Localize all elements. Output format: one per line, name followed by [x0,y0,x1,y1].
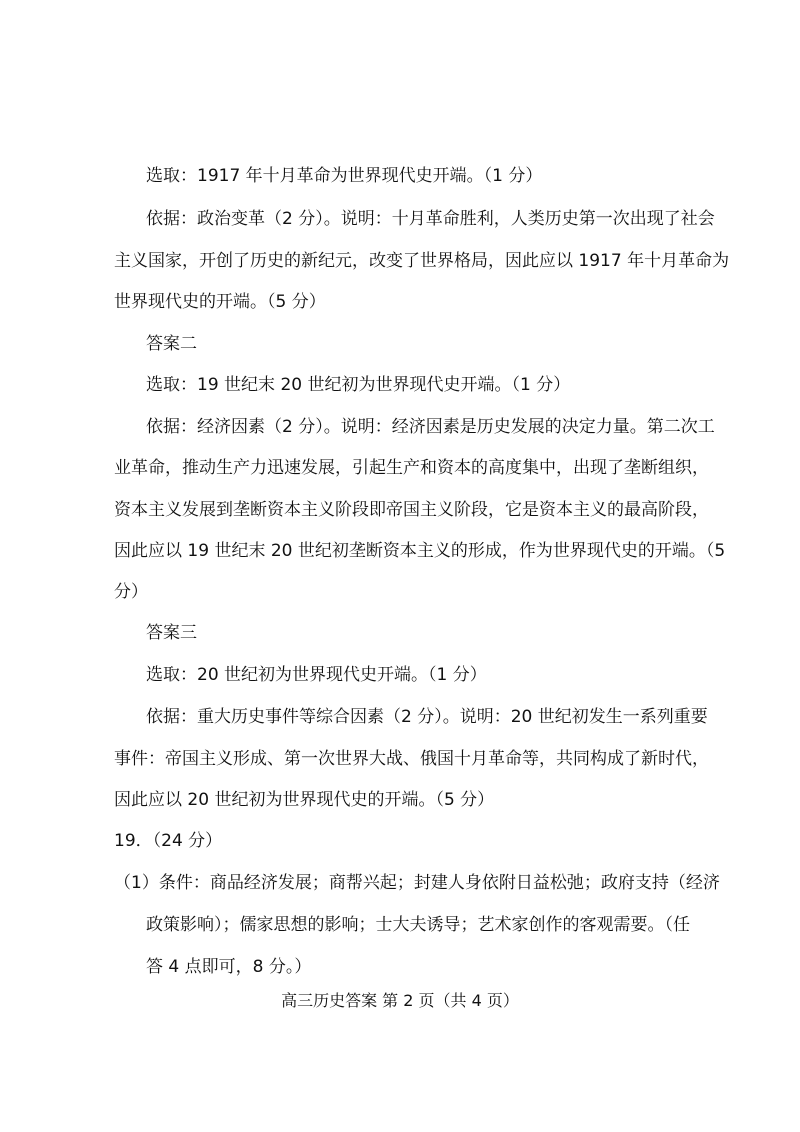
answer-3-basis-line-2: 事件：帝国主义形成、第一次世界大战、俄国十月革命等，共同构成了新时代， [114,749,709,769]
answer-2-selection: 选取：19 世纪末 20 世纪初为世界现代史开端。（1 分） [146,375,571,395]
answer-2-heading: 答案二 [146,334,197,354]
answer-2-basis-line-1: 依据：经济因素（2 分）。说明：经济因素是历史发展的决定力量。第二次工 [146,417,715,437]
answer-2-basis-line-2: 业革命，推动生产力迅速发展，引起生产和资本的高度集中，出现了垄断组织， [114,458,709,478]
answer-1-basis-line-3: 世界现代史的开端。（5 分） [114,292,326,312]
answer-2-basis-line-3: 资本主义发展到垄断资本主义阶段即帝国主义阶段，它是资本主义的最高阶段， [114,500,709,520]
question-19-number: 19．（24 分） [114,831,223,851]
question-19-part-1-line-3: 答 4 点即可，8 分。） [146,957,312,977]
answer-3-basis-line-1: 依据：重大历史事件等综合因素（2 分）。说明：20 世纪初发生一系列重要 [146,707,708,727]
answer-3-selection: 选取：20 世纪初为世界现代史开端。（1 分） [146,665,487,685]
answer-2-basis-line-4: 因此应以 19 世纪末 20 世纪初垄断资本主义的形成，作为世界现代史的开端。（5 [114,541,726,561]
answer-1-selection: 选取：1917 年十月革命为世界现代史开端。（1 分） [146,166,543,186]
question-19-part-1-line-2: 政策影响）；儒家思想的影响；士大夫诱导；艺术家创作的客观需要。（任 [146,915,690,935]
page-footer: 高三历史答案 第 2 页（共 4 页） [281,991,519,1010]
answer-1-basis-line-1: 依据：政治变革（2 分）。说明：十月革命胜利，人类历史第一次出现了社会 [146,209,715,229]
answer-3-basis-line-3: 因此应以 20 世纪初为世界现代史的开端。（5 分） [114,790,495,810]
answer-3-heading: 答案三 [146,623,197,643]
answer-2-basis-line-5: 分） [114,582,148,602]
question-19-part-1-line-1: （1）条件：商品经济发展；商帮兴起；封建人身依附日益松弛；政府支持（经济 [114,873,720,893]
answer-1-basis-line-2: 主义国家，开创了历史的新纪元，改变了世界格局，因此应以 1917 年十月革命为 [114,251,730,271]
